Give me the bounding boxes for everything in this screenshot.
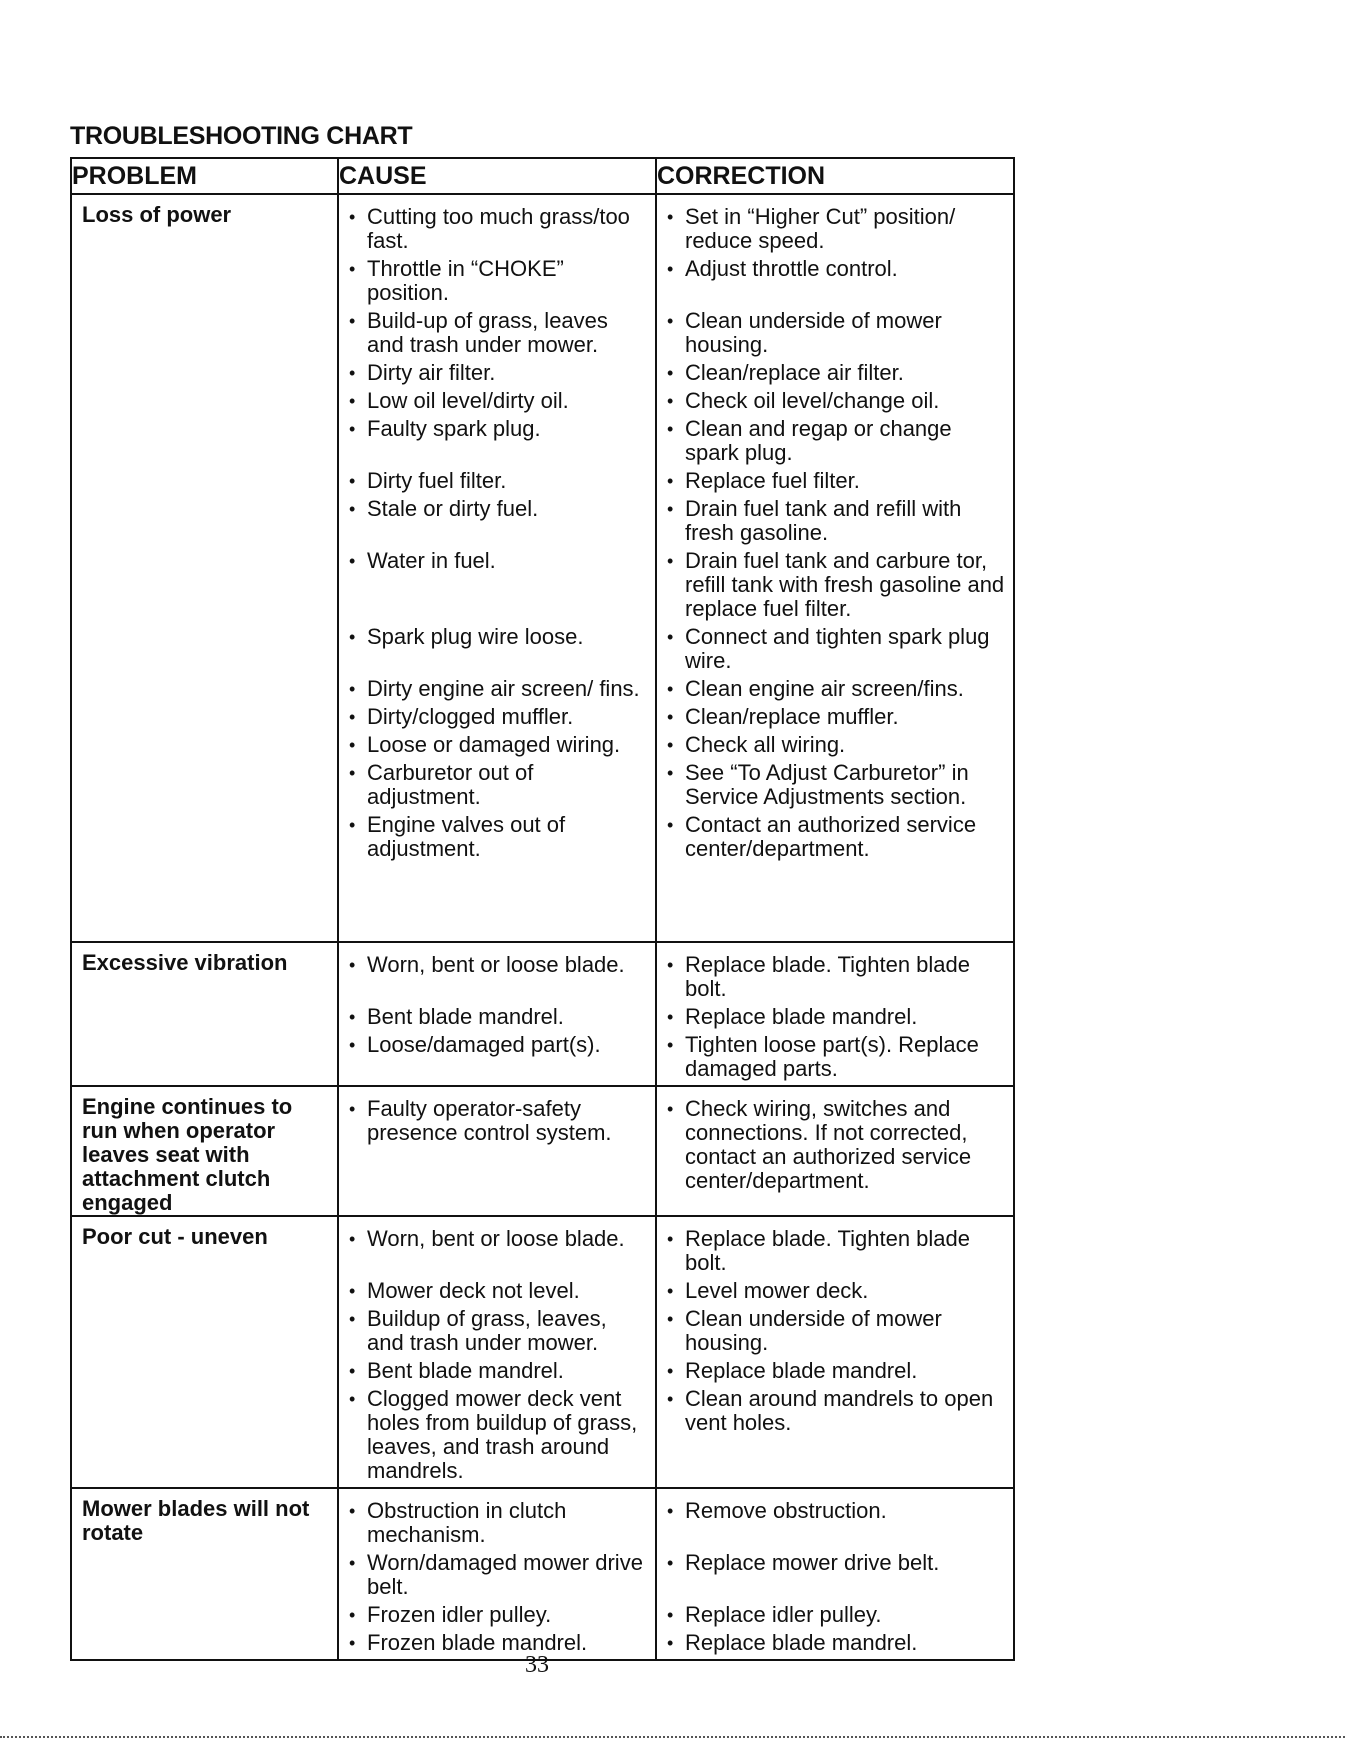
cause-text: Frozen blade mandrel. [367,1630,588,1655]
bullet-icon: • [667,679,674,699]
bullet-icon: • [349,1361,356,1381]
bullet-icon: • [349,1035,356,1055]
cause-list [339,1087,655,1197]
bullet-icon: • [667,1389,674,1409]
cause-item [349,1227,649,1279]
correction-text: Set in “Higher Cut” position/ reduce speed. [685,204,956,253]
problem-cell [71,1216,338,1488]
correction-item [667,625,1007,677]
problem-text: Loss of power [82,202,232,227]
correction-item [667,1551,1007,1603]
cause-text: Dirty air filter. [367,360,496,385]
cause-text: Bent blade mandrel. [367,1358,564,1383]
correction-text: Contact an authorized service center/department. [685,812,977,861]
bullet-icon: • [349,1633,356,1653]
cause-cell [338,1216,656,1488]
correction-text: Replace blade mandrel. [685,1004,918,1029]
table-row [71,1488,1014,1660]
table-header-row [71,158,1014,194]
correction-cell [656,942,1014,1086]
correction-item [667,1603,1007,1631]
correction-item [667,1387,1007,1487]
correction-text: Drain fuel tank and refill with fresh gasoline. [685,496,962,545]
correction-cell [656,1488,1014,1660]
table-row [71,942,1014,1086]
bullet-icon: • [667,1007,674,1027]
bottom-rule [0,1736,1345,1738]
cause-text: Bent blade mandrel. [367,1004,564,1029]
correction-text: Check wiring, switches and connections. If not corrected, contact an authorized service center/department. [685,1096,972,1193]
bullet-icon: • [349,1281,356,1301]
bullet-icon: • [667,1229,674,1249]
bullet-icon: • [667,707,674,727]
bullet-icon: • [349,815,356,835]
cause-text: Worn/damaged mower drive belt. [367,1550,643,1599]
correction-item [667,733,1007,761]
bullet-icon: • [349,1605,356,1625]
correction-text: Remove obstruction. [685,1498,887,1523]
bullet-icon: • [349,363,356,383]
cause-text: Water in fuel. [367,548,496,573]
cause-item [349,205,649,257]
problem-cell [71,1488,338,1660]
cause-text: Cutting too much grass/too fast. [367,204,630,253]
cause-text: Frozen idler pulley. [367,1602,552,1627]
cause-item [349,1033,649,1085]
cause-item [349,813,649,865]
correction-item [667,1279,1007,1307]
cause-list [339,195,655,865]
cause-item [349,1631,649,1659]
cause-text: Faulty spark plug. [367,416,541,441]
cause-item [349,1097,649,1197]
header-correction: CORRECTION [656,158,1014,194]
bullet-icon: • [667,1361,674,1381]
cause-text: Dirty/clogged muffler. [367,704,574,729]
correction-text: Clean/replace muffler. [685,704,899,729]
bullet-icon: • [667,1099,674,1119]
bullet-icon: • [667,735,674,755]
cause-list [339,1489,655,1659]
cause-item [349,1359,649,1387]
table-row [71,1086,1014,1216]
cause-item [349,1307,649,1359]
bullet-icon: • [349,1389,356,1409]
correction-item [667,205,1007,257]
cause-item [349,257,649,309]
bullet-icon: • [667,471,674,491]
correction-text: Replace fuel filter. [685,468,860,493]
bullet-icon: • [349,419,356,439]
correction-item [667,257,1007,309]
cause-text: Faulty operator-safety presence control system. [367,1096,612,1145]
bullet-icon: • [667,499,674,519]
bullet-icon: • [349,627,356,647]
correction-text: Replace blade. Tighten blade bolt. [685,952,970,1001]
problem-cell [71,942,338,1086]
problem-cell [71,1086,338,1216]
bullet-icon: • [349,1007,356,1027]
cause-item [349,309,649,361]
correction-item [667,813,1007,865]
correction-item [667,389,1007,417]
cause-cell [338,1488,656,1660]
correction-item [667,953,1007,1005]
bullet-icon: • [667,1633,674,1653]
correction-text: Replace blade mandrel. [685,1630,918,1655]
bullet-icon: • [349,259,356,279]
cause-item [349,733,649,761]
cause-text: Carburetor out of adjustment. [367,760,534,809]
correction-item [667,1499,1007,1551]
correction-item [667,469,1007,497]
cause-cell [338,942,656,1086]
correction-text: Tighten loose part(s). Replace damaged parts. [685,1032,979,1081]
cause-list [339,943,655,1085]
cause-item [349,761,649,813]
cause-item [349,549,649,625]
correction-item [667,309,1007,361]
cause-text: Loose/damaged part(s). [367,1032,601,1057]
correction-text: Drain fuel tank and carbure tor, refill tank with fresh gasoline and replace fuel filter. [685,548,1005,621]
cause-item [349,469,649,497]
correction-list [657,1087,1013,1197]
troubleshooting-table [70,157,1015,1661]
cause-text: Buildup of grass, leaves, and trash under mower. [367,1306,607,1355]
header-problem: PROBLEM [71,158,338,194]
bullet-icon: • [349,735,356,755]
cause-text: Worn, bent or loose blade. [367,1226,625,1251]
cause-item [349,1551,649,1603]
bullet-icon: • [667,955,674,975]
correction-cell [656,1086,1014,1216]
correction-text: Clean underside of mower housing. [685,1306,942,1355]
correction-item [667,417,1007,469]
bullet-icon: • [667,311,674,331]
correction-item [667,1033,1007,1085]
correction-item [667,1307,1007,1359]
cause-item [349,497,649,549]
cause-item [349,953,649,1005]
cause-item [349,389,649,417]
correction-cell [656,194,1014,942]
cause-item [349,1603,649,1631]
cause-text: Worn, bent or loose blade. [367,952,625,977]
bullet-icon: • [667,1553,674,1573]
cause-item [349,417,649,469]
bullet-icon: • [349,1553,356,1573]
correction-item [667,1359,1007,1387]
bullet-icon: • [349,471,356,491]
cause-text: Dirty engine air screen/ fins. [367,676,640,701]
bullet-icon: • [667,363,674,383]
cause-item [349,1005,649,1033]
correction-item [667,497,1007,549]
correction-item [667,705,1007,733]
correction-text: Clean engine air screen/fins. [685,676,964,701]
bullet-icon: • [667,763,674,783]
bullet-icon: • [667,1501,674,1521]
bullet-icon: • [349,1309,356,1329]
cause-text: Mower deck not level. [367,1278,580,1303]
correction-text: Connect and tighten spark plug wire. [685,624,990,673]
correction-list [657,195,1013,865]
correction-text: Clean and regap or change spark plug. [685,416,952,465]
cause-list [339,1217,655,1487]
cause-item [349,705,649,733]
bullet-icon: • [349,311,356,331]
bullet-icon: • [667,1035,674,1055]
bullet-icon: • [349,207,356,227]
cause-item [349,1387,649,1487]
cause-text: Clogged mower deck vent holes from buildup of grass, leaves, and trash around mandrels. [367,1386,638,1483]
bullet-icon: • [667,207,674,227]
bullet-icon: • [667,259,674,279]
correction-cell [656,1216,1014,1488]
correction-item [667,1097,1007,1197]
bullet-icon: • [667,419,674,439]
bullet-icon: • [349,1501,356,1521]
cause-cell [338,1086,656,1216]
problem-cell [71,194,338,942]
cause-text: Spark plug wire loose. [367,624,584,649]
table-body [71,194,1014,1660]
correction-item [667,1227,1007,1279]
table-row [71,1216,1014,1488]
bullet-icon: • [349,707,356,727]
page-number: 33 [525,1652,549,1678]
bullet-icon: • [349,1099,356,1119]
correction-text: Check all wiring. [685,732,846,757]
bullet-icon: • [667,391,674,411]
bullet-icon: • [667,1281,674,1301]
correction-text: Clean/replace air filter. [685,360,904,385]
correction-list [657,943,1013,1085]
correction-text: Check oil level/change oil. [685,388,940,413]
cause-text: Engine valves out of adjustment. [367,812,566,861]
cause-text: Loose or damaged wiring. [367,732,621,757]
bullet-icon: • [667,815,674,835]
bullet-icon: • [349,551,356,571]
problem-text: Excessive vibration [82,950,288,975]
correction-text: Clean around mandrels to open vent holes. [685,1386,994,1435]
problem-text: Mower blades will not rotate [82,1496,310,1545]
bullet-icon: • [349,1229,356,1249]
correction-text: Replace idler pulley. [685,1602,882,1627]
bullet-icon: • [667,1309,674,1329]
correction-list [657,1217,1013,1487]
correction-item [667,549,1007,625]
problem-text: Engine continues to run when operator leaves seat with attachment clutch engaged [82,1094,293,1215]
cause-text: Throttle in “CHOKE” position. [367,256,564,305]
cause-text: Low oil level/dirty oil. [367,388,569,413]
bullet-icon: • [667,627,674,647]
correction-list [657,1489,1013,1659]
correction-item [667,1005,1007,1033]
correction-text: See “To Adjust Carburetor” in Service Adjustments section. [685,760,969,809]
bullet-icon: • [667,551,674,571]
table-row [71,194,1014,942]
bullet-icon: • [349,679,356,699]
bullet-icon: • [349,391,356,411]
correction-text: Adjust throttle control. [685,256,898,281]
cause-item [349,361,649,389]
cause-text: Dirty fuel filter. [367,468,507,493]
correction-text: Replace mower drive belt. [685,1550,940,1575]
cause-item [349,677,649,705]
correction-item [667,677,1007,705]
correction-text: Replace blade. Tighten blade bolt. [685,1226,970,1275]
problem-text: Poor cut - uneven [82,1224,268,1249]
bullet-icon: • [349,763,356,783]
cause-item [349,1499,649,1551]
header-cause: CAUSE [338,158,656,194]
cause-text: Stale or dirty fuel. [367,496,539,521]
correction-item [667,761,1007,813]
cause-item [349,625,649,677]
cause-text: Obstruction in clutch mechanism. [367,1498,567,1547]
cause-cell [338,194,656,942]
correction-item [667,361,1007,389]
correction-item [667,1631,1007,1659]
bullet-icon: • [667,1605,674,1625]
cause-item [349,1279,649,1307]
correction-text: Level mower deck. [685,1278,869,1303]
bullet-icon: • [349,955,356,975]
bullet-icon: • [349,499,356,519]
cause-text: Build-up of grass, leaves and trash under mower. [367,308,608,357]
correction-text: Clean underside of mower housing. [685,308,942,357]
page-title: TROUBLESHOOTING CHART [70,122,413,150]
correction-text: Replace blade mandrel. [685,1358,918,1383]
